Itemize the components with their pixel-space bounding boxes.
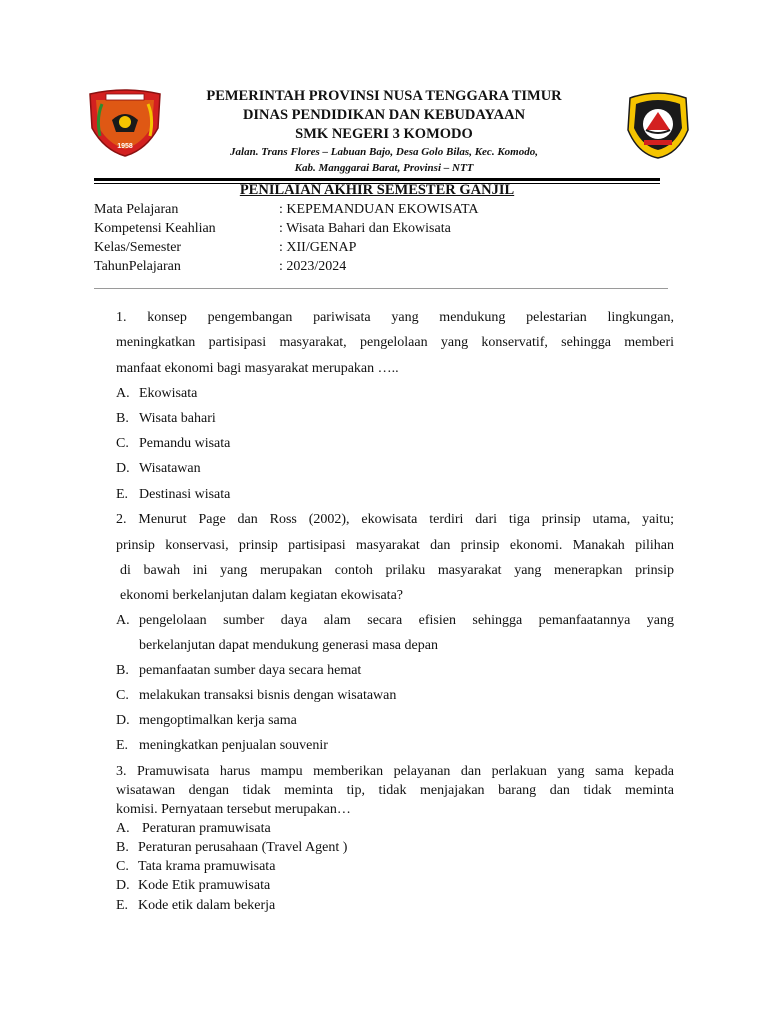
question-text-line: komisi. Pernyataan tersebut merupakan… <box>116 802 351 817</box>
question-text-line: meningkatkan partisipasi masyarakat, pengelolaan yang konservatif, sehingga memberi <box>116 335 674 350</box>
info-label: Kompetensi Keahlian <box>94 221 216 236</box>
info-label: TahunPelajaran <box>94 259 181 274</box>
school-name: SMK NEGERI 3 KOMODO <box>295 126 473 142</box>
info-label: Mata Pelajaran <box>94 202 179 217</box>
info-value: : XII/GENAP <box>279 240 357 255</box>
info-label: Kelas/Semester <box>94 240 182 255</box>
question-text-line: 2. Menurut Page dan Ross (2002), ekowisata terdiri dari tiga prinsip utama, yaitu; <box>116 512 674 527</box>
info-value: : KEPEMANDUAN EKOWISATA <box>279 202 479 217</box>
address-line-2: Kab. Manggarai Barat, Provinsi – NTT <box>294 162 474 174</box>
question-text-line: wisatawan dengan tidak meminta tip, tidak menjajakan barang dan tidak meminta <box>116 783 674 798</box>
question-text-line: ekonomi berkelanjutan dalam kegiatan ekowisata? <box>120 588 404 603</box>
question-text-line: manfaat ekonomi bagi masyarakat merupakan ….. <box>116 361 399 376</box>
question-text-line: prinsip konservasi, prinsip partisipasi masyarakat dan prinsip ekonomi. Manakah pilihan <box>116 538 674 553</box>
exam-title: PENILAIAN AKHIR SEMESTER GANJIL <box>239 182 515 198</box>
government-name: PEMERINTAH PROVINSI NUSA TENGGARA TIMUR <box>206 88 562 104</box>
department-name: DINAS PENDIDIKAN DAN KEBUDAYAAN <box>242 107 526 123</box>
question-text-line: di bawah ini yang merupakan contoh prilaku masyarakat yang menerapkan prinsip <box>120 563 674 578</box>
school-logo <box>622 88 694 160</box>
info-value: : Wisata Bahari dan Ekowisata <box>279 221 451 236</box>
question-text-line: 1. konsep pengembangan pariwisata yang mendukung pelestarian lingkungan, <box>116 310 674 325</box>
emblem-year: 1958 <box>117 143 133 150</box>
letterhead-rule-thick <box>94 178 660 181</box>
question-text-line: 3. Pramuwisata harus mampu memberikan pelayanan dan perlakuan yang sama kepada <box>116 764 674 779</box>
separator-line <box>94 288 668 289</box>
info-value: : 2023/2024 <box>279 259 347 274</box>
address-line-1: Jalan. Trans Flores – Labuan Bajo, Desa Golo Bilas, Kec. Komodo, <box>230 146 538 158</box>
option-a-continued: berkelanjutan dapat mendukung generasi masa depan <box>139 638 438 653</box>
